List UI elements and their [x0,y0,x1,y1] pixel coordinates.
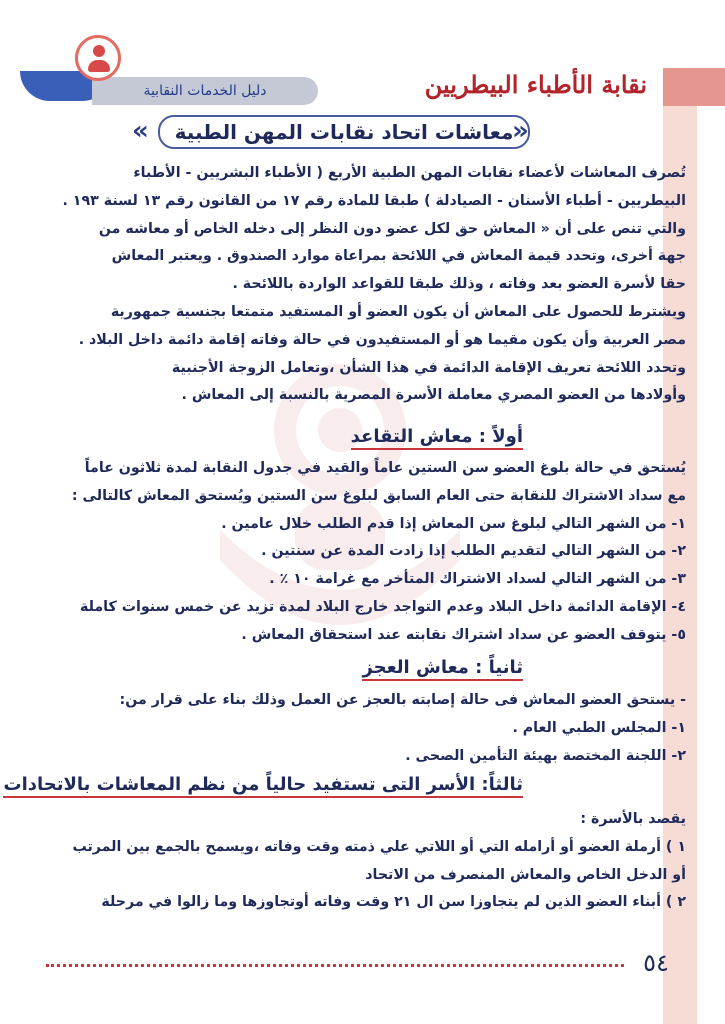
retirement-item: ٢- من الشهر التالي لتقديم الطلب إذا زادت المدة عن سنتين . [261,543,686,560]
intro-line: مصر العربية وأن يكون مقيما هو أو المستفيدون في حالة وفاته إقامة دائمة داخل البلاد . [78,331,686,348]
intro-line: جهة أخرى، وتحدد قيمة المعاش في اللائحة بمراعاة موارد الصندوق . ويعتبر المعاش [111,248,686,265]
section-heading-disability: ثانياً : معاش العجز [362,657,523,681]
disability-line: - يستحق العضو المعاش فى حالة إصابته بالعجز عن العمل وذلك بناء على قرار من: [119,692,686,708]
intro-line: حقا لأسرة العضو بعد وفاته ، وذلك طبقا للقواعد الواردة باللائحة . [232,276,686,293]
section-heading-families: ثالثاً: الأسر التى تستفيد حالياً من نظم المعاشات بالاتحادات [3,774,523,798]
user-icon [75,35,121,81]
services-guide-badge [20,35,320,115]
retirement-item: ٤- الإقامة الدائمة داخل البلاد وعدم التواجد خارج البلاد لمدة تزيد عن خمس سنوات كاملة [80,598,686,615]
retirement-item: ٥- يتوقف العضو عن سداد اشتراك نقابته عند استحقاق المعاش . [241,626,686,643]
guide-label: دليل الخدمات النقابية [92,77,318,105]
retirement-line: مع سداد الاشتراك للنقابة حتى العام السابق لبلوغ سن الستين ويُستحق المعاش كالتالى : [71,487,686,504]
retirement-item: ١- من الشهر التالي لبلوغ سن المعاش إذا قدم الطلب خلال عامين . [221,515,686,532]
intro-line: البيطريين - أطباء الأسنان - الصيادلة ) طبقا للمادة رقم ١٧ من القانون رقم ١٣ لسنة ١٩٣ . [62,192,686,209]
intro-text [46,160,686,410]
page-title: معاشات اتحاد نقابات المهن الطبية [158,115,530,149]
intro-line: وأولادها من العضو المصري معاملة الأسرة المصرية بالنسبة إلى المعاش . [181,387,686,404]
families-line: يقصد بالأسرة : [580,811,686,827]
retirement-item: ٣- من الشهر التالي لسداد الاشتراك المتأخر مع غرامة ١٠ ٪ . [269,571,686,588]
intro-line: والتي تنص على أن « المعاش حق لكل عضو دون النظر إلى دخله الخاص أو معاشه من [98,220,686,237]
families-line: ١ ) أرملة العضو أو أرامله التي أو اللاتي علي ذمته وقت وفاته ،ويسمح بالجمع بين المرتب [72,838,686,855]
footer-divider [46,964,624,967]
disability-item: ١- المجلس الطبي العام . [512,719,686,736]
corner-accent-bar [663,68,725,106]
retirement-line: يُستحق في حالة بلوغ العضو سن الستين عاماً والقيد في جدول النقابة لمدة ثلاثون عاماً [84,460,686,476]
syndicate-logo: نقابة الأطباء البيطريين [424,70,647,99]
section-heading-retirement: أولاً : معاش التقاعد [351,426,523,450]
retirement-text [46,455,686,650]
families-line: أو الدخل الخاص والمعاش المنصرف من الاتحاد [365,866,686,883]
page-number: ٥٤ [643,949,669,977]
disability-item: ٢- اللجنة المختصة بهيئة التأمين الصحى . [405,747,686,764]
disability-text [46,687,686,770]
families-line: ٢ ) أبناء العضو الذين لم يتجاوزا سن ال ٢١ وقت وفاته أوتجاوزها وما زالوا في مرحلة [101,894,686,911]
chevron-right-icon: » [512,116,529,146]
intro-line: وتحدد اللائحة تعريف الإقامة الدائمة في هذا الشأن ،وتعامل الزوجة الأجنبية [171,359,686,376]
intro-line: ويشترط للحصول على المعاش أن يكون العضو أو المستفيد متمتعا بجنسية جمهورية [110,303,686,320]
families-text [46,806,686,917]
intro-line: تُصرف المعاشات لأعضاء نقابات المهن الطبية الأربع ( الأطباء البشريين - الأطباء [133,165,686,181]
chevron-left-icon: « [132,116,149,146]
